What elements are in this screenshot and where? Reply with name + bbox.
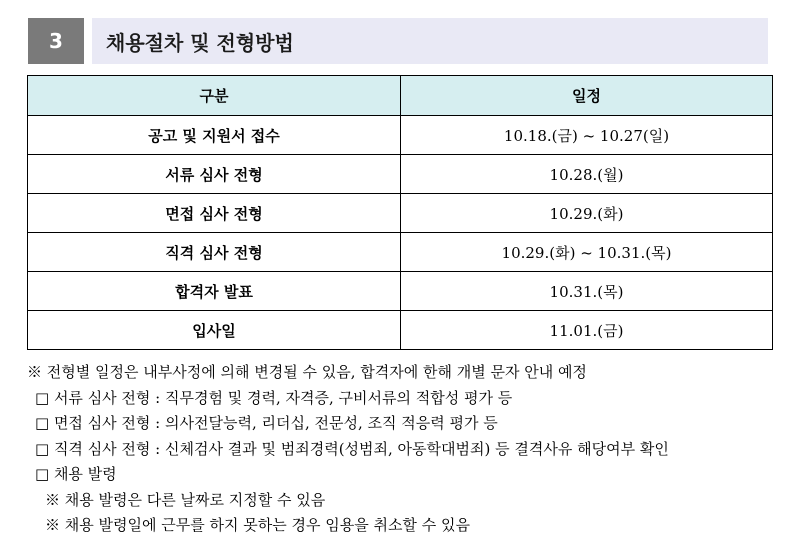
note-document-screening: □ 서류 심사 전형 : 직무경험 및 경력, 자격증, 구비서류의 적합성 평가 등 — [35, 388, 513, 407]
table-row — [28, 311, 773, 350]
row-category: 직격 심사 전형 — [28, 233, 401, 272]
row-category: 서류 심사 전형 — [28, 155, 401, 194]
row-category: 면접 심사 전형 — [28, 194, 401, 233]
note-appointment-cancel: ※ 채용 발령일에 근무를 하지 못하는 경우 임용을 취소할 수 있음 — [45, 516, 470, 534]
table-row — [28, 116, 773, 155]
section-title-bar — [92, 18, 768, 64]
note-appointment: □ 채용 발령 — [35, 465, 117, 483]
section-number: 3 — [28, 18, 84, 64]
table-row — [28, 233, 773, 272]
notes-list — [27, 360, 787, 539]
note-interview-screening: □ 면접 심사 전형 : 의사전달능력, 리더십, 전문성, 조직 적응력 평가 등 — [35, 414, 498, 432]
row-category: 공고 및 지원서 접수 — [28, 116, 401, 155]
row-date: 10.29.(화) — [401, 194, 773, 233]
table-row — [28, 272, 773, 311]
column-header-schedule: 일정 — [401, 76, 773, 116]
row-date: 10.31.(목) — [401, 272, 773, 311]
row-category: 합격자 발표 — [28, 272, 401, 311]
row-date: 10.29.(화) ~ 10.31.(목) — [401, 233, 773, 272]
section-title: 채용절차 및 전형방법 — [106, 30, 294, 55]
table-row — [28, 194, 773, 233]
note-appointment-date: ※ 채용 발령은 다른 날짜로 지정할 수 있음 — [45, 490, 326, 509]
row-date: 10.28.(월) — [401, 155, 773, 194]
row-date: 10.18.(금) ~ 10.27(일) — [401, 116, 773, 155]
note-fitness-screening: □ 직격 심사 전형 : 신체검사 결과 및 범죄경력(성범죄, 아동학대범죄) 등 결격사유 해당여부 확인 — [35, 439, 669, 458]
table-header-row — [28, 76, 773, 116]
row-category: 입사일 — [28, 311, 401, 350]
table-row — [28, 155, 773, 194]
schedule-table — [27, 75, 773, 350]
column-header-category: 구분 — [28, 76, 401, 116]
note-schedule-change: ※ 전형별 일정은 내부사정에 의해 변경될 수 있음, 합격자에 한해 개별 문자 안내 예정 — [27, 363, 587, 381]
row-date: 11.01.(금) — [401, 311, 773, 350]
section-header — [28, 18, 768, 64]
